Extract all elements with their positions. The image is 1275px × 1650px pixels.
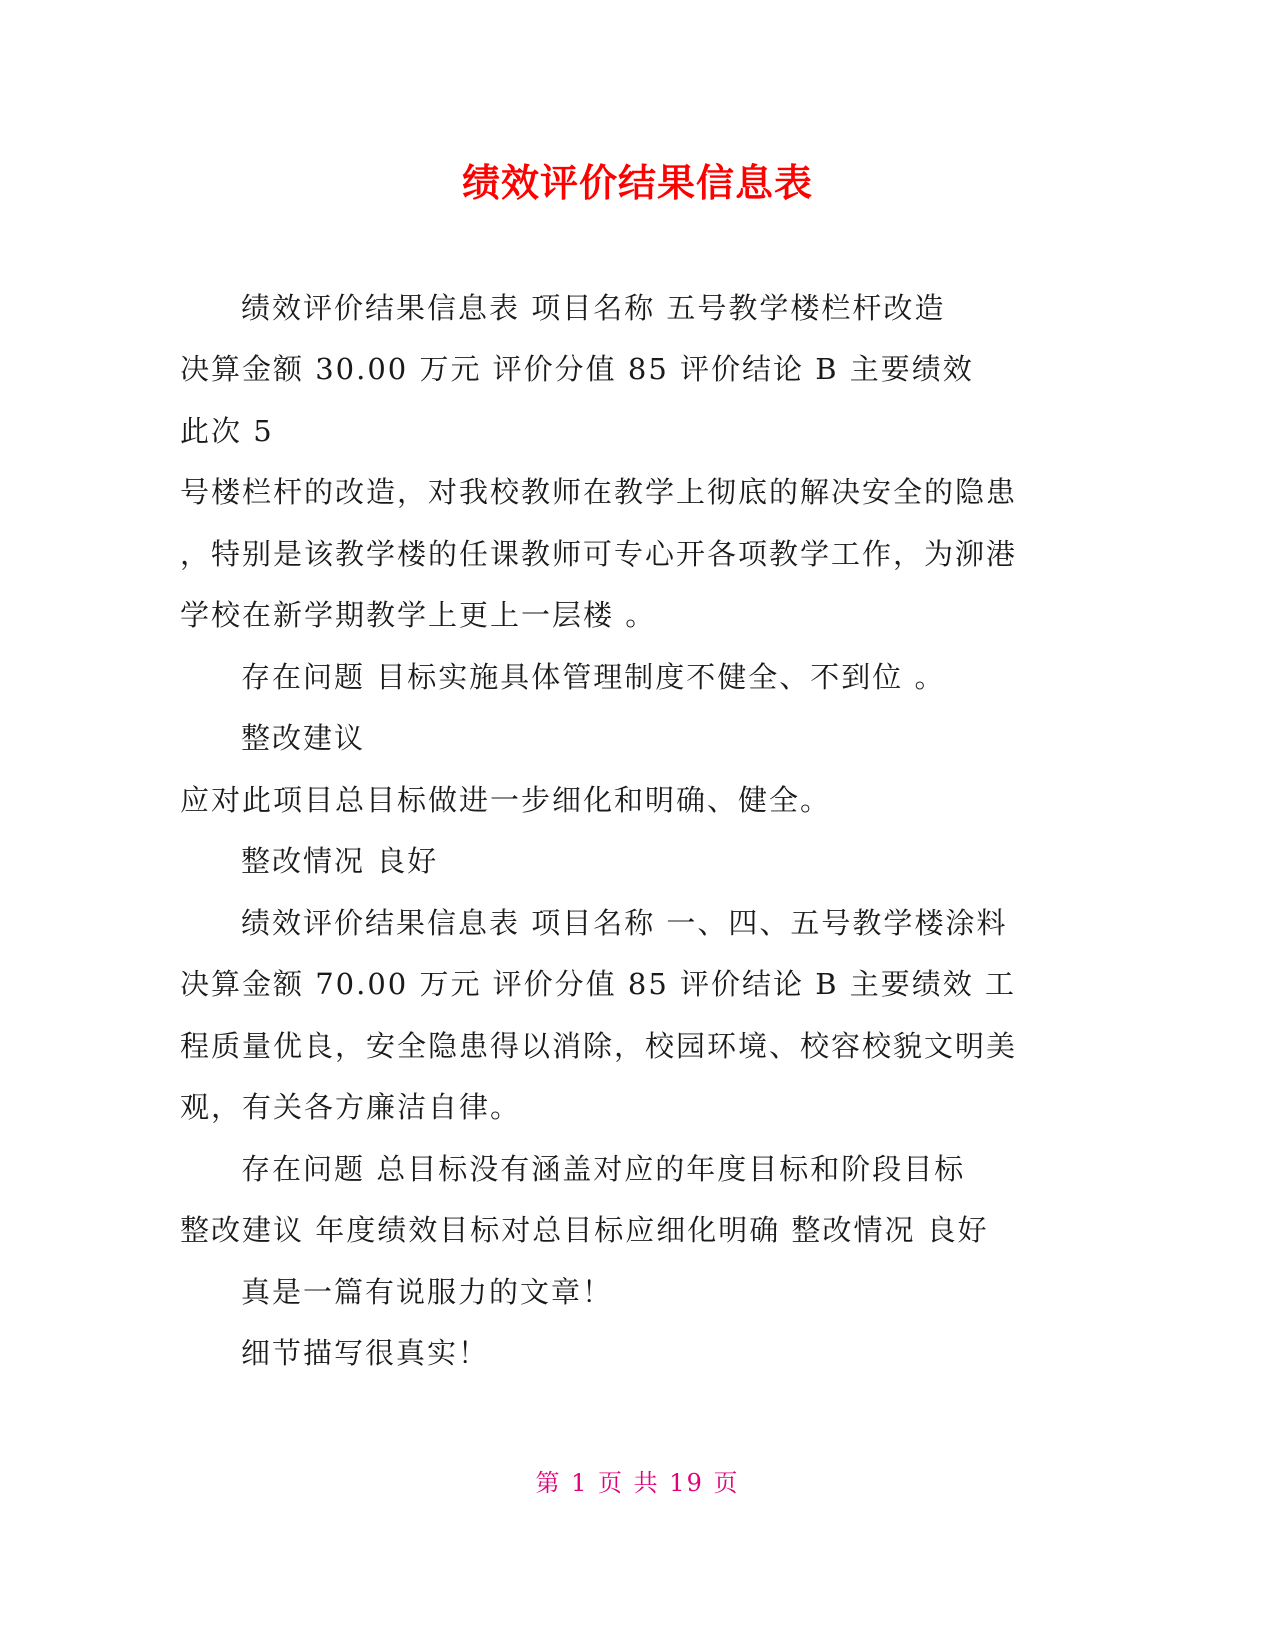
text-line: 决算金额 70.00 万元 评价分值 85 评价结论 B 主要绩效 工: [180, 967, 1016, 1001]
text-line: 号楼栏杆的改造，对我校教师在教学上彻底的解决安全的隐患: [180, 475, 1018, 509]
text-line: 细节描写很真实！: [241, 1336, 490, 1370]
text-line: 观，有关各方廉洁自律。: [180, 1090, 522, 1124]
page-title: 绩效评价结果信息表: [461, 161, 813, 205]
text-line: 存在问题 总目标没有涵盖对应的年度目标和阶段目标: [241, 1152, 966, 1186]
text-line: 整改建议 年度绩效目标对总目标应细化明确 整改情况 良好: [180, 1213, 989, 1247]
text-line: 真是一篇有说服力的文章！: [241, 1275, 614, 1309]
text-line: 程质量优良，安全隐患得以消除，校园环境、校容校貌文明美: [180, 1029, 1018, 1063]
page-number: 第 1 页 共 19 页: [535, 1469, 740, 1497]
text-line: 应对此项目总目标做进一步细化和明确、健全。: [180, 783, 832, 817]
text-line: 整改建议: [241, 721, 366, 755]
text-line: 学校在新学期教学上更上一层楼 。: [180, 598, 657, 632]
text-line: ，特别是该教学楼的任课教师可专心开各项教学工作，为泖港: [180, 537, 1018, 571]
text-line: 绩效评价结果信息表 项目名称 一、四、五号教学楼涂料: [241, 906, 1008, 940]
text-line: 绩效评价结果信息表 项目名称 五号教学楼栏杆改造: [241, 291, 946, 325]
text-line: 决算金额 30.00 万元 评价分值 85 评价结论 B 主要绩效: [180, 352, 974, 386]
text-line: 此次 5: [180, 414, 274, 448]
text-line: 存在问题 目标实施具体管理制度不健全、不到位 。: [241, 660, 946, 694]
text-line: 整改情况 良好: [241, 844, 439, 878]
